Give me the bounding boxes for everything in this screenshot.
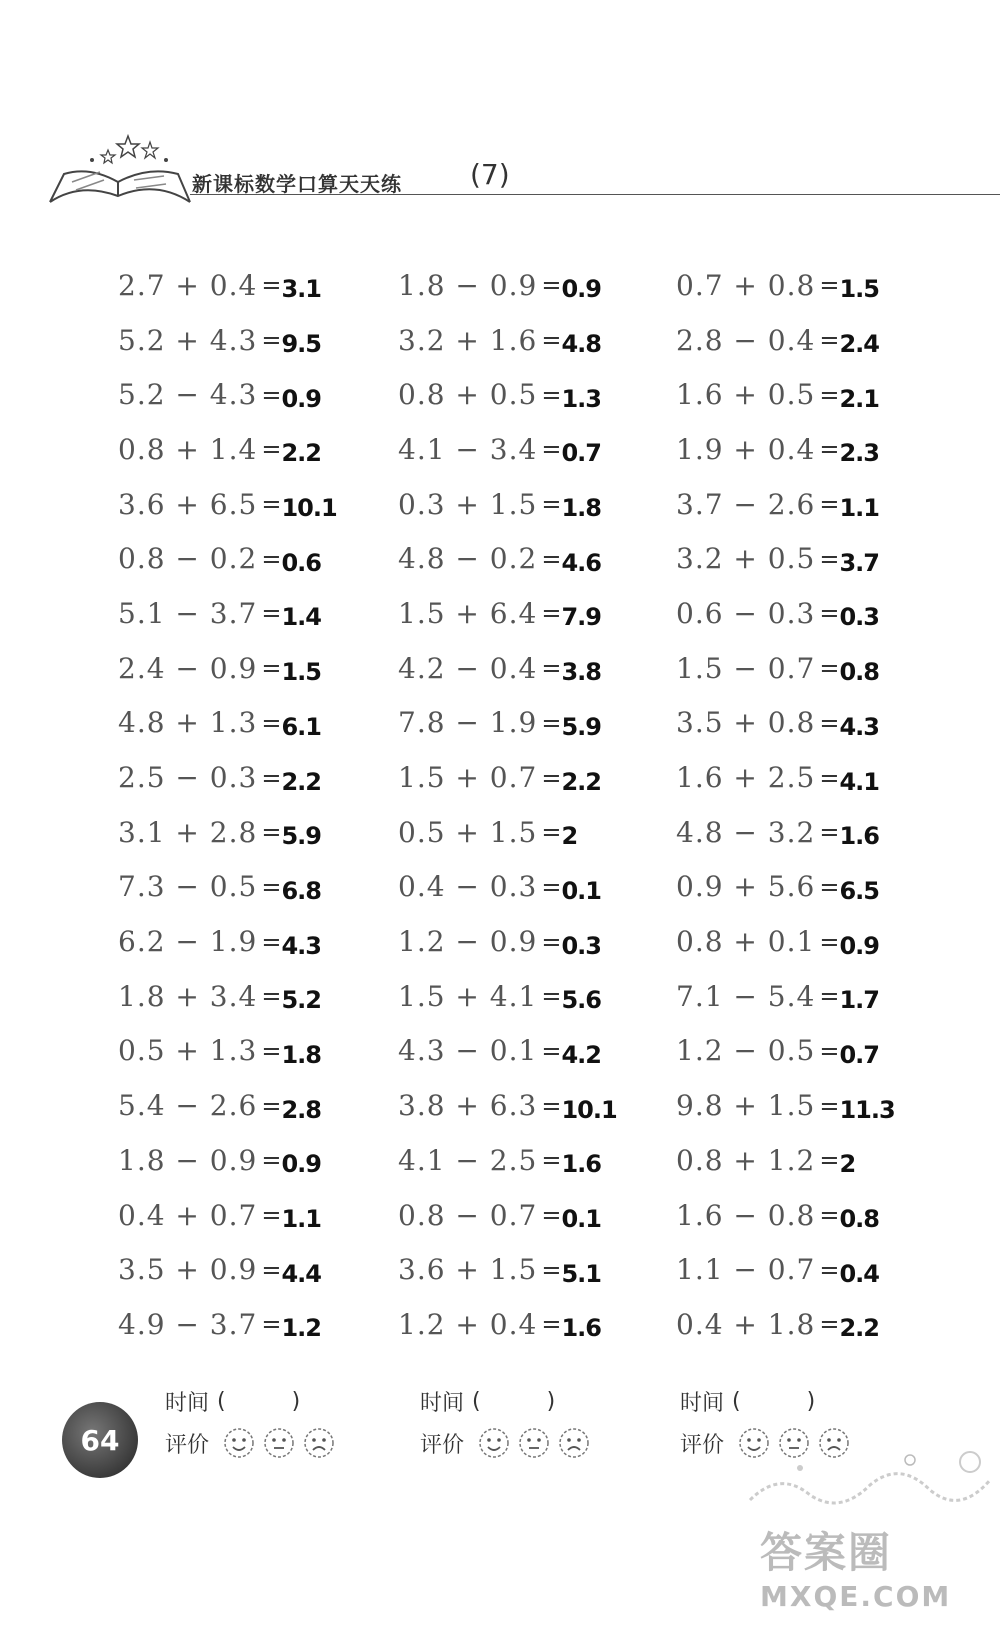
equals-sign: =	[261, 654, 282, 683]
problem-expression: 4.1 − 2.5	[398, 1143, 538, 1177]
handwritten-answer[interactable]: 1.4	[281, 603, 321, 632]
handwritten-answer[interactable]: 2	[839, 1150, 856, 1179]
problem-row	[676, 477, 895, 532]
problem-row	[118, 422, 337, 477]
equals-sign: =	[261, 1091, 282, 1120]
problem-row	[398, 1024, 617, 1079]
paren-open: (	[472, 1388, 481, 1414]
equals-sign: =	[541, 872, 562, 901]
problem-row	[676, 258, 895, 313]
handwritten-answer[interactable]: 5.6	[561, 986, 601, 1015]
handwritten-answer[interactable]: 1.8	[561, 494, 601, 523]
problem-expression: 1.1 − 0.7	[676, 1253, 816, 1287]
handwritten-answer[interactable]: 0.7	[839, 1040, 879, 1069]
problem-row	[398, 1297, 617, 1352]
problem-expression: 0.4 + 1.8	[676, 1307, 816, 1341]
problem-expression: 0.8 − 0.2	[118, 542, 258, 576]
equals-sign: =	[819, 1255, 840, 1284]
time-line	[165, 1380, 335, 1422]
handwritten-answer[interactable]: 0.1	[561, 1205, 601, 1234]
equals-sign: =	[261, 326, 282, 355]
problem-expression: 9.8 + 1.5	[676, 1089, 816, 1123]
problem-row	[398, 1188, 617, 1243]
equals-sign: =	[541, 599, 562, 628]
equals-sign: =	[261, 982, 282, 1011]
equals-sign: =	[541, 1091, 562, 1120]
sad-face-icon[interactable]	[303, 1427, 335, 1459]
problem-expression: 0.8 + 1.4	[118, 432, 258, 466]
handwritten-answer[interactable]: 10.1	[281, 494, 337, 523]
watermark-logo: 答案圈	[760, 1528, 893, 1577]
equals-sign: =	[819, 872, 840, 901]
equals-sign: =	[819, 1201, 840, 1230]
problem-expression: 2.7 + 0.4	[118, 268, 258, 302]
problem-row	[398, 750, 617, 805]
problem-row	[118, 641, 337, 696]
time-line	[420, 1380, 590, 1422]
handwritten-answer[interactable]: 7.9	[561, 603, 601, 632]
handwritten-answer[interactable]: 2.3	[839, 439, 879, 468]
header-divider	[190, 194, 1000, 195]
equals-sign: =	[261, 1255, 282, 1284]
handwritten-answer[interactable]: 5.1	[561, 1259, 601, 1288]
problem-expression: 3.6 + 1.5	[398, 1253, 538, 1287]
time-label: 时间	[680, 1390, 725, 1416]
problem-expression: 7.1 − 5.4	[676, 979, 816, 1013]
equals-sign: =	[541, 490, 562, 519]
equals-sign: =	[261, 1146, 282, 1175]
handwritten-answer[interactable]: 10.1	[561, 1095, 617, 1124]
handwritten-answer[interactable]: 0.9	[839, 931, 879, 960]
equals-sign: =	[541, 1255, 562, 1284]
handwritten-answer[interactable]: 0.8	[839, 658, 879, 687]
problem-row	[118, 914, 337, 969]
handwritten-answer[interactable]: 2.2	[839, 1314, 879, 1343]
handwritten-answer[interactable]: 5.2	[281, 986, 321, 1015]
equals-sign: =	[819, 544, 840, 573]
problem-expression: 5.4 − 2.6	[118, 1089, 258, 1123]
problem-expression: 3.5 + 0.8	[676, 706, 816, 740]
handwritten-answer[interactable]: 3.7	[839, 548, 879, 577]
problem-expression: 3.7 − 2.6	[676, 487, 816, 521]
handwritten-answer[interactable]: 3.8	[561, 658, 601, 687]
rating-line	[420, 1422, 590, 1464]
equals-sign: =	[819, 1310, 840, 1339]
handwritten-answer[interactable]: 0.3	[561, 931, 601, 960]
problem-row	[118, 1133, 337, 1188]
equals-sign: =	[541, 1146, 562, 1175]
handwritten-answer[interactable]: 1.5	[839, 275, 879, 304]
handwritten-answer[interactable]: 3.1	[281, 275, 321, 304]
time-label: 时间	[165, 1390, 210, 1416]
handwritten-answer[interactable]: 4.1	[839, 767, 879, 796]
equals-sign: =	[261, 271, 282, 300]
problem-expression: 4.9 − 3.7	[118, 1307, 258, 1341]
equals-sign: =	[261, 927, 282, 956]
problem-row	[676, 1024, 895, 1079]
problem-expression: 2.8 − 0.4	[676, 323, 816, 357]
problem-row	[398, 969, 617, 1024]
problem-row	[398, 1133, 617, 1188]
problem-column-3	[676, 258, 895, 1352]
problem-row	[118, 860, 337, 915]
handwritten-answer[interactable]: 2.4	[839, 330, 879, 359]
happy-face-icon[interactable]	[478, 1427, 510, 1459]
problem-expression: 4.8 − 3.2	[676, 815, 816, 849]
handwritten-answer[interactable]: 0.9	[561, 275, 601, 304]
rating-label: 评价	[680, 1432, 725, 1458]
equals-sign: =	[261, 599, 282, 628]
handwritten-answer[interactable]: 1.1	[281, 1205, 321, 1234]
problem-expression: 4.8 − 0.2	[398, 542, 538, 576]
problem-expression: 4.3 − 0.1	[398, 1034, 538, 1068]
problem-row	[398, 860, 617, 915]
problem-expression: 3.5 + 0.9	[118, 1253, 258, 1287]
paren-open: (	[732, 1388, 741, 1414]
problem-expression: 0.5 + 1.3	[118, 1034, 258, 1068]
equals-sign: =	[541, 435, 562, 464]
problem-expression: 0.4 + 0.7	[118, 1198, 258, 1232]
problem-row	[398, 1078, 617, 1133]
equals-sign: =	[261, 435, 282, 464]
problem-row	[118, 750, 337, 805]
problem-row	[118, 531, 337, 586]
rating-faces	[478, 1427, 590, 1459]
neutral-face-icon[interactable]	[263, 1427, 295, 1459]
handwritten-answer[interactable]: 2.8	[281, 1095, 321, 1124]
watermark	[760, 1520, 990, 1620]
problem-row	[118, 805, 337, 860]
page-header	[40, 130, 1000, 220]
problem-row	[398, 531, 617, 586]
equals-sign: =	[541, 1201, 562, 1230]
equals-sign: =	[261, 490, 282, 519]
problem-row	[676, 969, 895, 1024]
problem-row	[118, 1078, 337, 1133]
problem-row	[398, 805, 617, 860]
equals-sign: =	[261, 708, 282, 737]
footer-block-1	[165, 1380, 335, 1464]
problem-row	[118, 1297, 337, 1352]
equals-sign: =	[819, 435, 840, 464]
equals-sign: =	[541, 544, 562, 573]
handwritten-answer[interactable]: 0.6	[281, 548, 321, 577]
handwritten-answer[interactable]: 1.2	[281, 1314, 321, 1343]
problem-row	[118, 969, 337, 1024]
problem-row	[676, 367, 895, 422]
happy-face-icon[interactable]	[223, 1427, 255, 1459]
problem-row	[676, 586, 895, 641]
problem-expression: 1.2 − 0.9	[398, 925, 538, 959]
problem-expression: 3.6 + 6.5	[118, 487, 258, 521]
equals-sign: =	[819, 380, 840, 409]
problem-row	[676, 313, 895, 368]
handwritten-answer[interactable]: 11.3	[839, 1095, 895, 1124]
handwritten-answer[interactable]: 0.3	[839, 603, 879, 632]
handwritten-answer[interactable]: 4.3	[281, 931, 321, 960]
sad-face-icon[interactable]	[558, 1427, 590, 1459]
handwritten-answer[interactable]: 5.9	[561, 712, 601, 741]
problem-row	[118, 1242, 337, 1297]
handwritten-answer[interactable]: 1.8	[281, 1040, 321, 1069]
problem-row	[676, 805, 895, 860]
problem-expression: 5.2 − 4.3	[118, 378, 258, 412]
problem-row	[398, 477, 617, 532]
problem-expression: 1.8 − 0.9	[398, 268, 538, 302]
equals-sign: =	[819, 1091, 840, 1120]
handwritten-answer[interactable]: 6.8	[281, 876, 321, 905]
problem-row	[676, 914, 895, 969]
handwritten-answer[interactable]: 2.2	[561, 767, 601, 796]
handwritten-answer[interactable]: 0.1	[561, 876, 601, 905]
problem-expression: 7.3 − 0.5	[118, 870, 258, 904]
problem-row	[676, 531, 895, 586]
equals-sign: =	[819, 654, 840, 683]
paren-close: )	[806, 1388, 816, 1414]
handwritten-answer[interactable]: 2.2	[281, 767, 321, 796]
problem-row	[398, 258, 617, 313]
problem-row	[398, 586, 617, 641]
problem-row	[676, 696, 895, 751]
handwritten-answer[interactable]: 4.8	[561, 330, 601, 359]
problem-row	[118, 367, 337, 422]
footer-block-2	[420, 1380, 590, 1464]
handwritten-answer[interactable]: 1.6	[839, 822, 879, 851]
problem-expression: 0.8 + 0.5	[398, 378, 538, 412]
problem-row	[118, 258, 337, 313]
problem-row	[676, 641, 895, 696]
problem-expression: 4.1 − 3.4	[398, 432, 538, 466]
problem-row	[398, 367, 617, 422]
equals-sign: =	[819, 1146, 840, 1175]
problem-expression: 1.8 − 0.9	[118, 1143, 258, 1177]
page-number-badge: 64	[62, 1402, 138, 1478]
problem-expression: 0.9 + 5.6	[676, 870, 816, 904]
neutral-face-icon[interactable]	[518, 1427, 550, 1459]
handwritten-answer[interactable]: 2.1	[839, 384, 879, 413]
equals-sign: =	[541, 654, 562, 683]
problem-expression: 0.8 + 1.2	[676, 1143, 816, 1177]
handwritten-answer[interactable]: 4.4	[281, 1259, 321, 1288]
problem-expression: 0.8 + 0.1	[676, 925, 816, 959]
equals-sign: =	[541, 927, 562, 956]
equals-sign: =	[261, 1036, 282, 1065]
handwritten-answer[interactable]: 6.1	[281, 712, 321, 741]
problem-expression: 2.4 − 0.9	[118, 651, 258, 685]
problem-expression: 4.2 − 0.4	[398, 651, 538, 685]
problem-row	[398, 1242, 617, 1297]
series-title: 新课标数学口算天天练	[192, 172, 402, 196]
problem-row	[676, 1133, 895, 1188]
problem-row	[676, 1242, 895, 1297]
problem-expression: 3.2 + 0.5	[676, 542, 816, 576]
equals-sign: =	[261, 380, 282, 409]
problem-expression: 2.5 − 0.3	[118, 761, 258, 795]
problem-expression: 0.7 + 0.8	[676, 268, 816, 302]
lesson-number: (7)	[470, 158, 510, 191]
handwritten-answer[interactable]: 0.8	[839, 1205, 879, 1234]
equals-sign: =	[541, 1310, 562, 1339]
problem-expression: 3.1 + 2.8	[118, 815, 258, 849]
rating-faces	[223, 1427, 335, 1459]
equals-sign: =	[261, 818, 282, 847]
problem-row	[676, 750, 895, 805]
handwritten-answer[interactable]: 2	[561, 822, 578, 851]
problem-expression: 1.9 + 0.4	[676, 432, 816, 466]
problem-row	[118, 1188, 337, 1243]
problem-row	[676, 1078, 895, 1133]
equals-sign: =	[819, 599, 840, 628]
problem-expression: 0.5 + 1.5	[398, 815, 538, 849]
equals-sign: =	[541, 982, 562, 1011]
problem-row	[398, 313, 617, 368]
problem-expression: 1.6 + 2.5	[676, 761, 816, 795]
problem-row	[676, 860, 895, 915]
problem-expression: 1.5 + 0.7	[398, 761, 538, 795]
handwritten-answer[interactable]: 1.7	[839, 986, 879, 1015]
problem-expression: 1.8 + 3.4	[118, 979, 258, 1013]
handwritten-answer[interactable]: 0.9	[281, 1150, 321, 1179]
problem-expression: 1.5 + 4.1	[398, 979, 538, 1013]
paren-close: )	[546, 1388, 556, 1414]
equals-sign: =	[261, 1310, 282, 1339]
handwritten-answer[interactable]: 4.3	[839, 712, 879, 741]
problem-row	[118, 1024, 337, 1079]
problem-column-2	[398, 258, 617, 1352]
handwritten-answer[interactable]: 5.9	[281, 822, 321, 851]
problem-row	[676, 422, 895, 477]
handwritten-answer[interactable]: 1.5	[281, 658, 321, 687]
problem-expression: 7.8 − 1.9	[398, 706, 538, 740]
problem-expression: 3.8 + 6.3	[398, 1089, 538, 1123]
handwritten-answer[interactable]: 0.9	[281, 384, 321, 413]
rating-label: 评价	[420, 1432, 465, 1458]
handwritten-answer[interactable]: 0.4	[839, 1259, 879, 1288]
equals-sign: =	[819, 982, 840, 1011]
problem-row	[398, 422, 617, 477]
problem-expression: 0.6 − 0.3	[676, 596, 816, 630]
problem-row	[118, 586, 337, 641]
equals-sign: =	[261, 763, 282, 792]
problem-expression: 1.6 − 0.8	[676, 1198, 816, 1232]
problem-expression: 1.6 + 0.5	[676, 378, 816, 412]
decorative-swirl-icon	[740, 1440, 1000, 1520]
equals-sign: =	[819, 326, 840, 355]
rating-line	[165, 1422, 335, 1464]
problem-expression: 3.2 + 1.6	[398, 323, 538, 357]
equals-sign: =	[819, 763, 840, 792]
problem-expression: 0.3 + 1.5	[398, 487, 538, 521]
problem-row	[118, 477, 337, 532]
problem-row	[398, 696, 617, 751]
problem-row	[676, 1188, 895, 1243]
equals-sign: =	[819, 818, 840, 847]
equals-sign: =	[819, 490, 840, 519]
handwritten-answer[interactable]: 1.3	[561, 384, 601, 413]
problem-expression: 1.5 + 6.4	[398, 596, 538, 630]
equals-sign: =	[261, 544, 282, 573]
equals-sign: =	[541, 763, 562, 792]
equals-sign: =	[541, 1036, 562, 1065]
handwritten-answer[interactable]: 9.5	[281, 330, 321, 359]
problem-expression: 1.2 + 0.4	[398, 1307, 538, 1341]
equals-sign: =	[541, 818, 562, 847]
problem-row	[118, 313, 337, 368]
time-label: 时间	[420, 1390, 465, 1416]
problem-expression: 0.8 − 0.7	[398, 1198, 538, 1232]
handwritten-answer[interactable]: 0.7	[561, 439, 601, 468]
equals-sign: =	[541, 271, 562, 300]
problem-expression: 1.2 − 0.5	[676, 1034, 816, 1068]
problem-expression: 5.2 + 4.3	[118, 323, 258, 357]
watermark-url: MXQE.COM	[760, 1580, 952, 1613]
problem-expression: 1.5 − 0.7	[676, 651, 816, 685]
problem-expression: 0.4 − 0.3	[398, 870, 538, 904]
handwritten-answer[interactable]: 4.6	[561, 548, 601, 577]
problem-expression: 5.1 − 3.7	[118, 596, 258, 630]
handwritten-answer[interactable]: 1.1	[839, 494, 879, 523]
paren-open: (	[217, 1388, 226, 1414]
problem-row	[118, 696, 337, 751]
open-book-stars-icon	[40, 130, 200, 210]
rating-label: 评价	[165, 1432, 210, 1458]
equals-sign: =	[541, 326, 562, 355]
equals-sign: =	[541, 708, 562, 737]
paren-close: )	[291, 1388, 301, 1414]
handwritten-answer[interactable]: 1.6	[561, 1150, 601, 1179]
equals-sign: =	[261, 872, 282, 901]
problem-row	[398, 641, 617, 696]
problem-expression: 6.2 − 1.9	[118, 925, 258, 959]
time-line	[680, 1380, 850, 1422]
equals-sign: =	[541, 380, 562, 409]
equals-sign: =	[819, 708, 840, 737]
handwritten-answer[interactable]: 2.2	[281, 439, 321, 468]
equals-sign: =	[819, 271, 840, 300]
handwritten-answer[interactable]: 6.5	[839, 876, 879, 905]
equals-sign: =	[261, 1201, 282, 1230]
problem-row	[676, 1297, 895, 1352]
problem-row	[398, 914, 617, 969]
problem-column-1	[118, 258, 337, 1352]
handwritten-answer[interactable]: 1.6	[561, 1314, 601, 1343]
handwritten-answer[interactable]: 4.2	[561, 1040, 601, 1069]
problem-expression: 4.8 + 1.3	[118, 706, 258, 740]
equals-sign: =	[819, 927, 840, 956]
equals-sign: =	[819, 1036, 840, 1065]
